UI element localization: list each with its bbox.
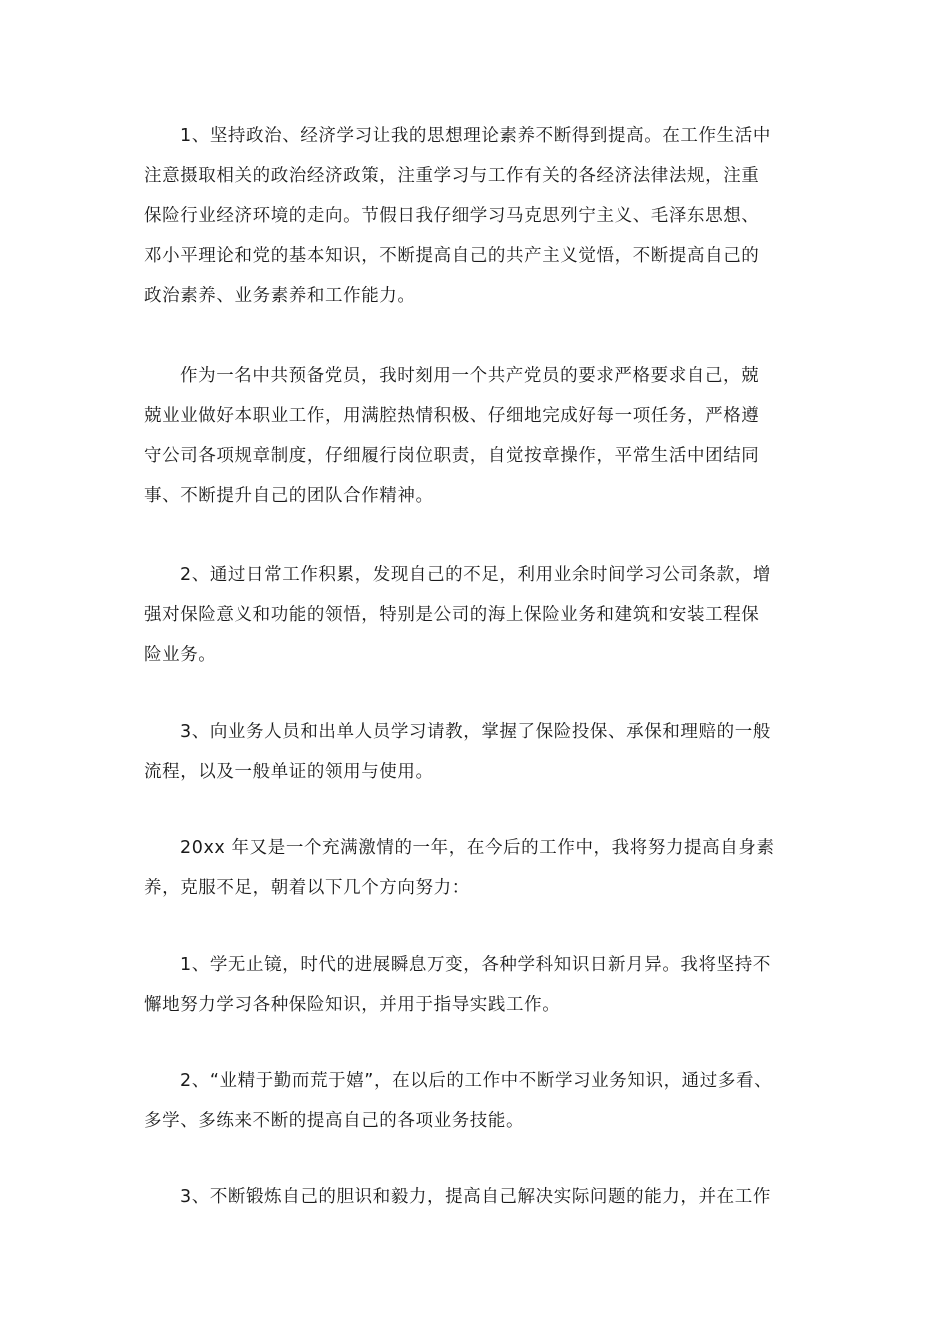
paragraph-line: 3、不断锻炼自己的胆识和毅力，提高自己解决实际问题的能力，并在工作: [180, 1187, 771, 1207]
paragraph-line: 邓小平理论和党的基本知识，不断提高自己的共产主义觉悟，不断提高自己的: [144, 246, 760, 266]
paragraph-line: 守公司各项规章制度，仔细履行岗位职责，自觉按章操作，平常生活中团结同: [144, 446, 760, 466]
paragraph-7: [144, 1061, 810, 1141]
paragraph-1: [144, 116, 810, 316]
paragraph-4: [144, 712, 810, 792]
paragraph-line: 1、学无止镜，时代的进展瞬息万变，各种学科知识日新月异。我将坚持不: [180, 955, 771, 975]
paragraph-line: 多学、多练来不断的提高自己的各项业务技能。: [144, 1111, 525, 1131]
paragraph-line: 政治素养、业务素养和工作能力。: [144, 286, 416, 306]
paragraph-line: 保险行业经济环境的走向。节假日我仔细学习马克思列宁主义、毛泽东思想、: [144, 206, 760, 226]
paragraph-line: 20xx 年又是一个充满激情的一年，在今后的工作中，我将努力提高自身素: [180, 838, 775, 858]
paragraph-8: [144, 1177, 810, 1217]
paragraph-6: [144, 945, 810, 1025]
paragraph-line: 注意摄取相关的政治经济政策，注重学习与工作有关的各经济法律法规，注重: [144, 166, 760, 186]
paragraph-line: 强对保险意义和功能的领悟，特别是公司的海上保险业务和建筑和安装工程保: [144, 605, 760, 625]
paragraph-line: 2、通过日常工作积累，发现自己的不足，利用业余时间学习公司条款，增: [180, 565, 771, 585]
paragraph-line: 险业务。: [144, 645, 217, 665]
paragraph-line: 3、向业务人员和出单人员学习请教，掌握了保险投保、承保和理赔的一般: [180, 722, 771, 742]
paragraph-line: 作为一名中共预备党员，我时刻用一个共产党员的要求严格要求自己，兢: [180, 366, 760, 386]
paragraph-2: [144, 356, 810, 516]
paragraph-line: 事、不断提升自己的团队合作精神。: [144, 486, 434, 506]
paragraph-line: 懈地努力学习各种保险知识，并用于指导实践工作。: [144, 995, 561, 1015]
paragraph-3: [144, 555, 810, 675]
paragraph-line: 兢业业做好本职业工作，用满腔热情积极、仔细地完成好每一项任务，严格遵: [144, 406, 760, 426]
paragraph-line: 流程，以及一般单证的领用与使用。: [144, 762, 434, 782]
paragraph-5: [144, 828, 810, 908]
paragraph-line: 1、坚持政治、经济学习让我的思想理论素养不断得到提高。在工作生活中: [180, 126, 771, 146]
paragraph-line: 养，克服不足，朝着以下几个方向努力：: [144, 878, 470, 898]
paragraph-line: 2、“业精于勤而荒于嬉”，在以后的工作中不断学习业务知识，通过多看、: [180, 1071, 773, 1091]
